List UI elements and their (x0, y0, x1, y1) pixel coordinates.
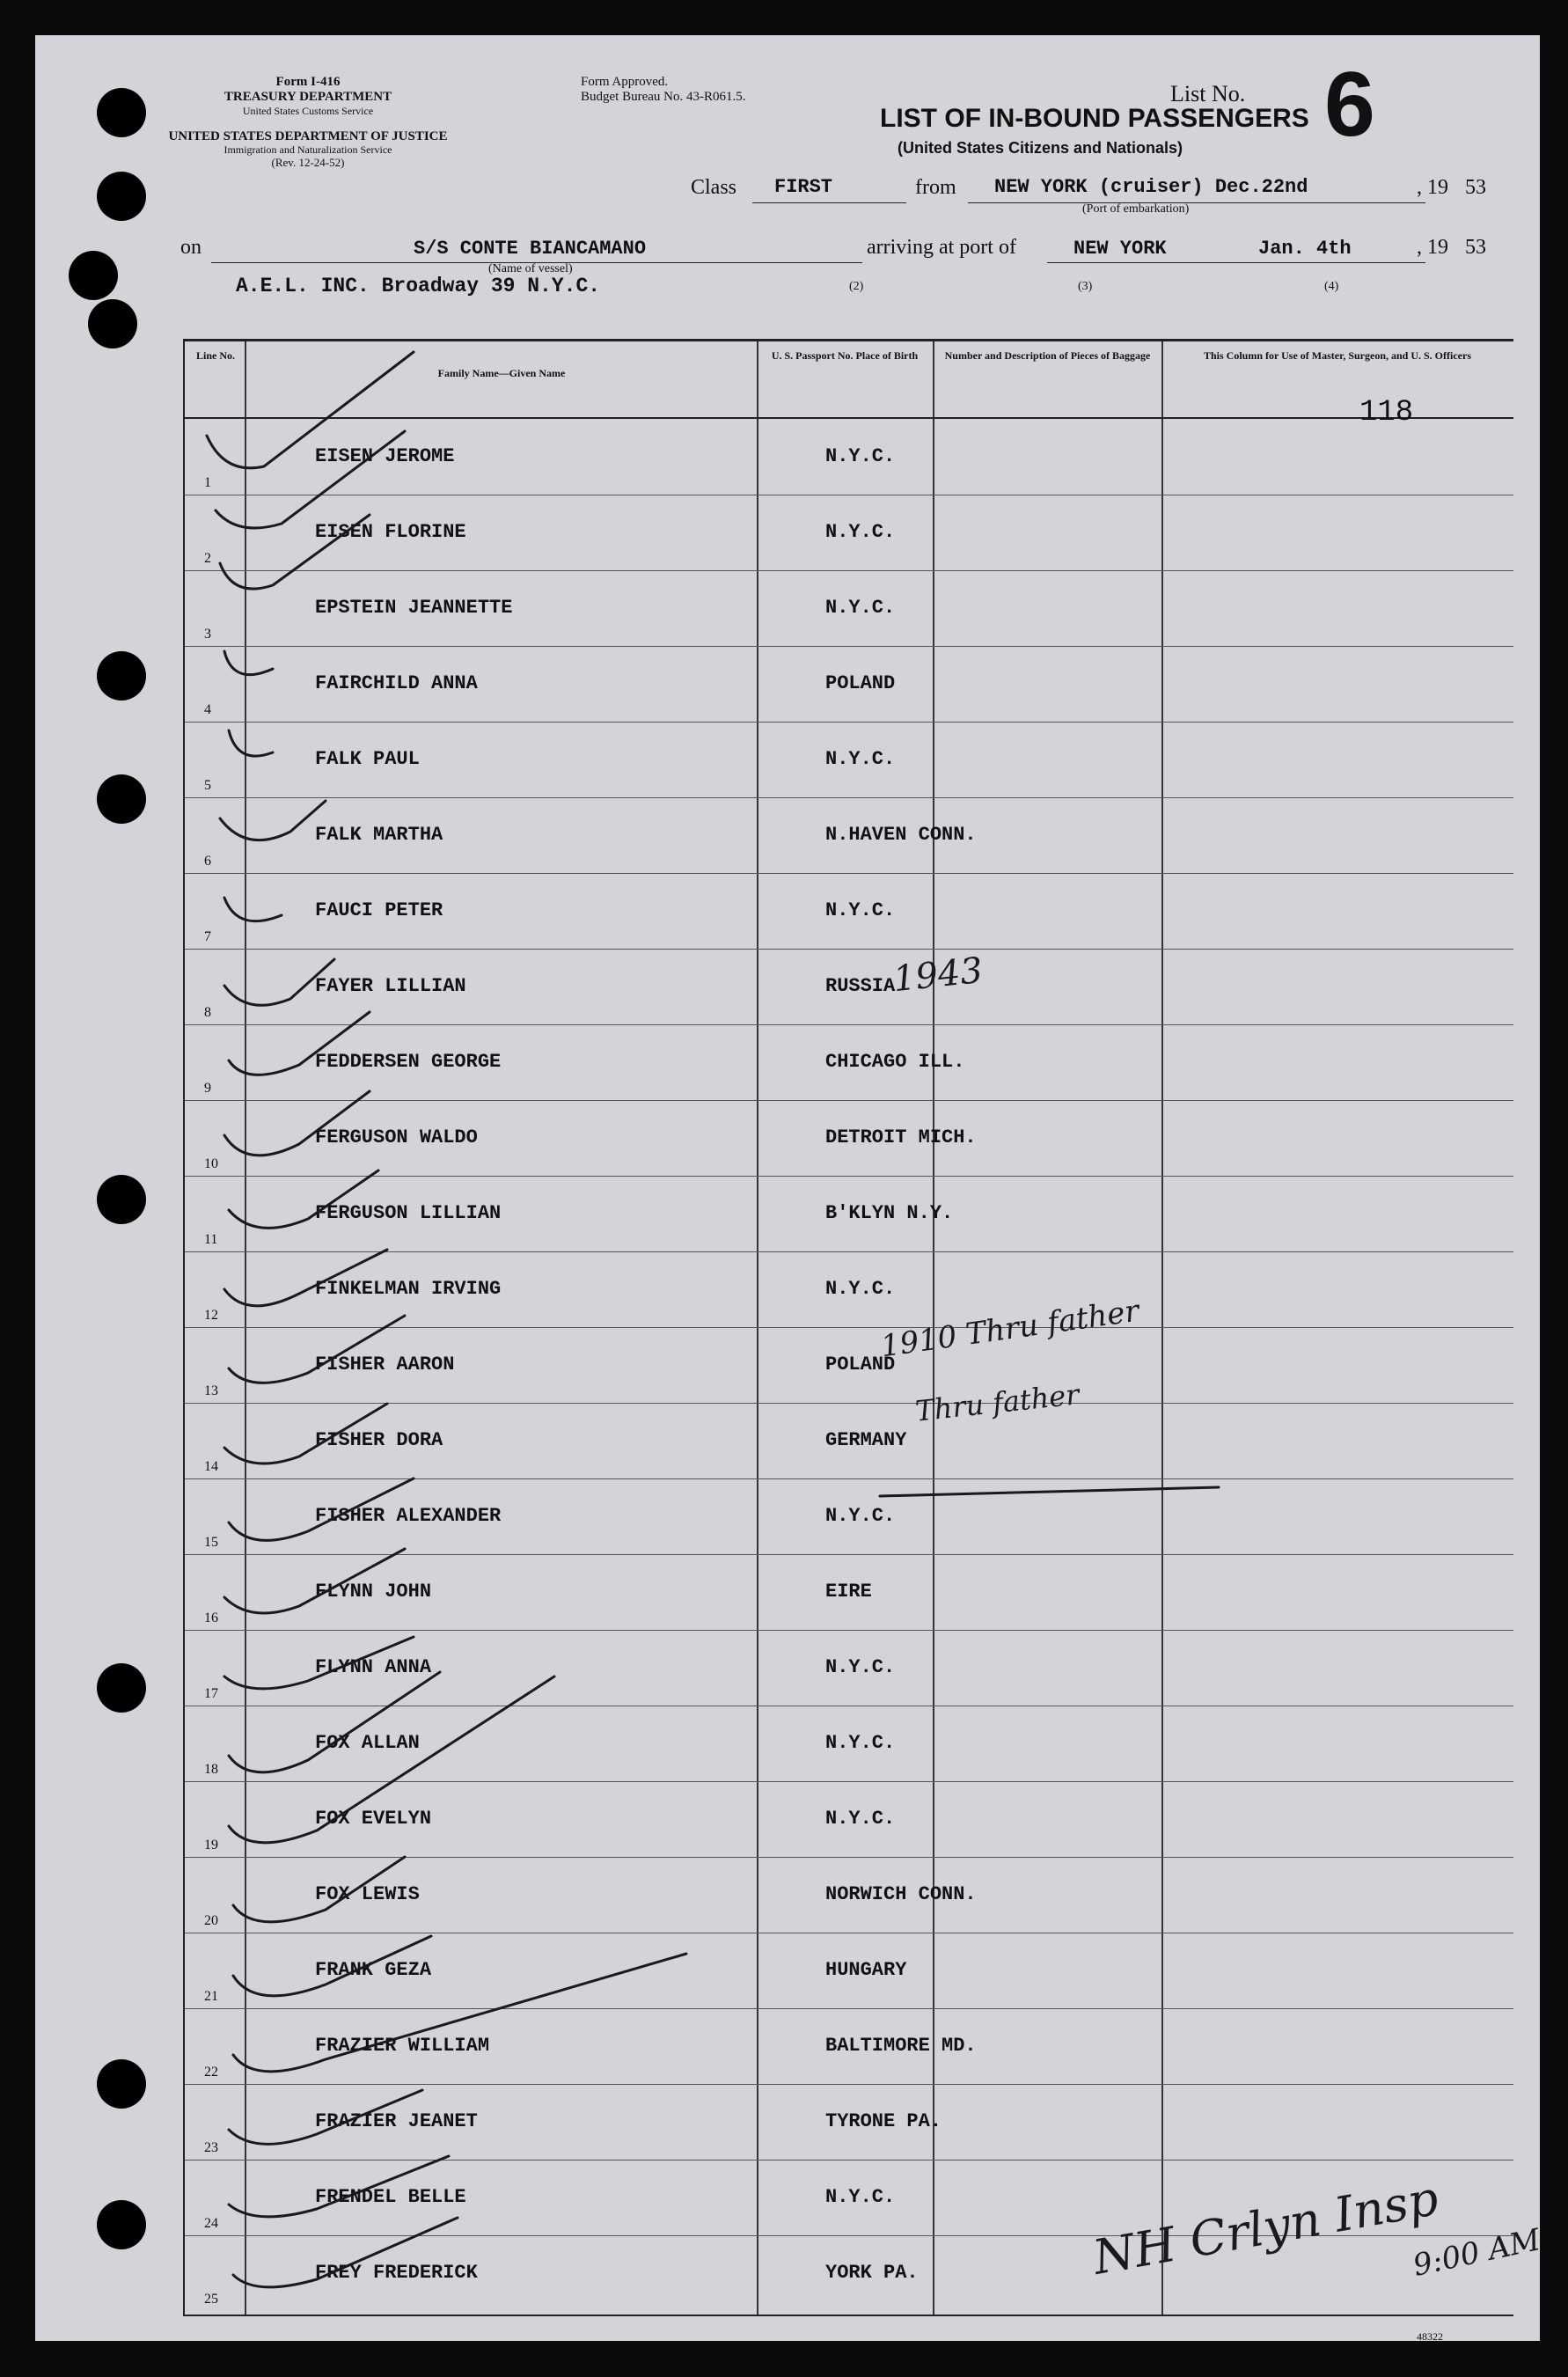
inspection-time: 9:00 AM (1410, 2222, 1544, 2284)
line-number: 22 (204, 2065, 218, 2080)
list-number: 6 (1324, 54, 1375, 156)
manifest-page (35, 35, 1544, 2343)
dept-treasury-sub: United States Customs Service (242, 104, 374, 117)
place-of-birth: N.Y.C. (825, 1808, 896, 1830)
place-of-birth: YORK PA. (825, 2262, 919, 2284)
place-of-birth: N.Y.C. (825, 1505, 896, 1527)
agent-line: A.E.L. INC. Broadway 39 N.Y.C. (236, 275, 601, 297)
place-of-birth: B'KLYN N.Y. (825, 1202, 954, 1224)
on-label: on (180, 236, 201, 259)
place-of-birth: N.Y.C. (825, 2186, 896, 2208)
passenger-name: FLYNN JOHN (315, 1581, 432, 1603)
line-number: 18 (204, 1762, 218, 1777)
list-number-label: List No. (1170, 81, 1246, 106)
line-number: 16 (204, 1610, 218, 1625)
class-label: Class (691, 176, 737, 199)
from-label: from (915, 176, 956, 199)
page-title: LIST OF IN-BOUND PASSENGERS (880, 104, 1309, 133)
passenger-name: FAYER LILLIAN (315, 975, 466, 997)
line-number: 21 (204, 1989, 218, 2004)
line-number: 12 (204, 1308, 218, 1323)
line-number: 10 (204, 1156, 218, 1171)
col-number-2: (2) (849, 280, 864, 293)
passenger-name: FAUCI PETER (315, 899, 443, 921)
place-of-birth: N.Y.C. (825, 748, 896, 770)
passenger-name: FISHER DORA (315, 1429, 443, 1451)
place-of-birth: N.Y.C. (825, 521, 896, 543)
dept-justice-sub: Immigration and Naturalization Service (223, 143, 392, 157)
place-of-birth: CHICAGO ILL. (825, 1051, 965, 1073)
line-number: 13 (204, 1383, 218, 1398)
class-value: FIRST (774, 176, 833, 198)
passenger-name: FREY FREDERICK (315, 2262, 478, 2284)
line-number: 6 (204, 854, 211, 869)
place-of-birth: NORWICH CONN. (825, 1883, 977, 1905)
line-number: 9 (204, 1081, 211, 1096)
place-of-birth: DETROIT MICH. (825, 1126, 977, 1148)
check-marks (35, 35, 1540, 2341)
line-number: 15 (204, 1535, 218, 1550)
header-baggage: Number and Description of Pieces of Baggage (944, 349, 1151, 362)
inspector-signature: NH Crlyn Insp (1088, 2170, 1443, 2285)
vessel-caption: (Name of vessel) (488, 262, 573, 275)
line-number: 23 (204, 2140, 218, 2155)
place-of-birth: POLAND (825, 672, 896, 694)
note-row14: Thru father (913, 1377, 1081, 1428)
note-year-row8: 1943 (890, 950, 985, 1001)
arriving-port: NEW YORK (1073, 238, 1167, 260)
passenger-name: EPSTEIN JEANNETTE (315, 597, 513, 619)
port-caption: (Port of embarkation) (1082, 202, 1190, 216)
form-approved: Form Approved. (581, 75, 669, 89)
passenger-name: FALK PAUL (315, 748, 420, 770)
note-row13: 1910 Thru father (878, 1293, 1142, 1365)
passenger-name: FRENDEL BELLE (315, 2186, 466, 2208)
arriving-label: arriving at port of (867, 236, 1016, 259)
arriving-year: 53 (1465, 236, 1486, 259)
passenger-name: FAIRCHILD ANNA (315, 672, 478, 694)
header-line-no: Line No. (195, 349, 235, 362)
place-of-birth: BALTIMORE MD. (825, 2035, 977, 2057)
line-number: 25 (204, 2292, 218, 2307)
header-name: Family Name—Given Name (437, 367, 566, 379)
header-passport: U. S. Passport No. Place of Birth (771, 349, 919, 362)
budget-bureau: Budget Bureau No. 43-R061.5. (581, 90, 746, 105)
form-revision: (Rev. 12-24-52) (271, 156, 345, 170)
line-number: 4 (204, 702, 211, 717)
line-number: 20 (204, 1913, 218, 1928)
passenger-name: FRAZIER WILLIAM (315, 2035, 490, 2057)
dept-treasury: TREASURY DEPARTMENT (223, 90, 392, 105)
place-of-birth: HUNGARY (825, 1959, 907, 1981)
line-number: 17 (204, 1686, 218, 1701)
place-of-birth: POLAND (825, 1354, 896, 1376)
place-of-birth: N.Y.C. (825, 1732, 896, 1754)
arriving-date: Jan. 4th (1258, 238, 1352, 260)
passenger-name: FOX EVELYN (315, 1808, 432, 1830)
header-officers: This Column for Use of Master, Surgeon, and U. S. Officers (1203, 349, 1471, 362)
line-number: 11 (204, 1232, 218, 1247)
place-of-birth: N.Y.C. (825, 597, 896, 619)
passenger-name: FERGUSON WALDO (315, 1126, 478, 1148)
officer-count: 118 (1359, 396, 1414, 429)
from-value: NEW YORK (cruiser) Dec.22nd (994, 176, 1308, 198)
passenger-name: FISHER AARON (315, 1354, 455, 1376)
place-of-birth: TYRONE PA. (825, 2110, 942, 2132)
place-of-birth: GERMANY (825, 1429, 907, 1451)
passenger-name: FLYNN ANNA (315, 1656, 432, 1678)
place-of-birth: N.HAVEN CONN. (825, 824, 977, 846)
line-number: 8 (204, 1005, 211, 1020)
col-number-3: (3) (1078, 280, 1093, 293)
form-number: Form I-416 (275, 75, 341, 89)
passenger-name: FERGUSON LILLIAN (315, 1202, 502, 1224)
place-of-birth: N.Y.C. (825, 445, 896, 467)
line-number: 14 (204, 1459, 218, 1474)
passenger-name: FRAZIER JEANET (315, 2110, 478, 2132)
passenger-name: FALK MARTHA (315, 824, 443, 846)
footer-code: 48322 (1417, 2330, 1443, 2343)
place-of-birth: RUSSIA (825, 975, 896, 997)
line-number: 1 (204, 475, 211, 490)
line-number: 19 (204, 1838, 218, 1852)
dept-justice: UNITED STATES DEPARTMENT OF JUSTICE (168, 129, 448, 143)
from-year-prefix: , 19 (1417, 176, 1448, 199)
line-number: 2 (204, 551, 211, 566)
passenger-name: FRANK GEZA (315, 1959, 432, 1981)
page-subtitle: (United States Citizens and Nationals) (898, 139, 1183, 157)
passenger-name: FINKELMAN IRVING (315, 1278, 502, 1300)
line-number: 5 (204, 778, 211, 793)
line-number: 3 (204, 627, 211, 642)
passenger-name: FISHER ALEXANDER (315, 1505, 502, 1527)
place-of-birth: EIRE (825, 1581, 872, 1603)
passenger-name: EISEN JEROME (315, 445, 455, 467)
line-number: 24 (204, 2216, 218, 2231)
from-year: 53 (1465, 176, 1486, 199)
passenger-name: FOX ALLAN (315, 1732, 420, 1754)
place-of-birth: N.Y.C. (825, 899, 896, 921)
place-of-birth: N.Y.C. (825, 1656, 896, 1678)
passenger-name: FOX LEWIS (315, 1883, 420, 1905)
line-number: 7 (204, 929, 211, 944)
col-number-4: (4) (1324, 280, 1339, 293)
passenger-name: FEDDERSEN GEORGE (315, 1051, 502, 1073)
arriving-year-prefix: , 19 (1417, 236, 1448, 259)
vessel-name: S/S CONTE BIANCAMANO (414, 238, 647, 260)
place-of-birth: N.Y.C. (825, 1278, 896, 1300)
passenger-name: EISEN FLORINE (315, 521, 466, 543)
